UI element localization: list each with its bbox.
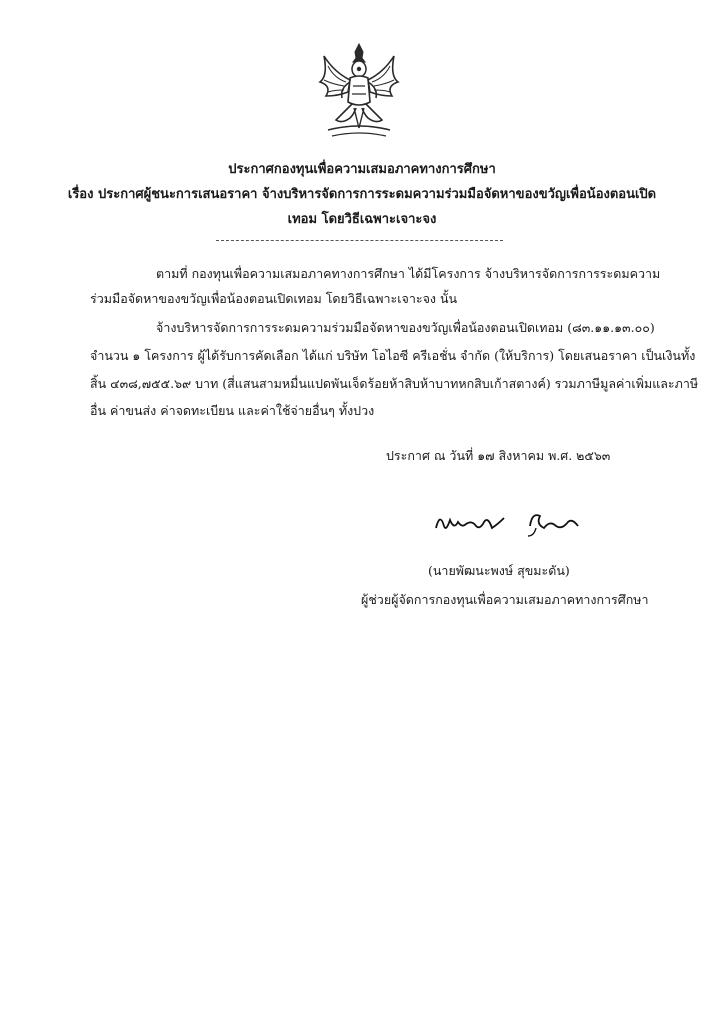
body-line-6: อื่น ค่าขนส่ง ค่าจดทะเบียน และค่าใช้จ่ายอื่นๆ ทั้งปวง: [90, 403, 375, 418]
signature-icon: [432, 506, 582, 538]
signer-name: (นายพัฒนะพงษ์ สุขมะดัน): [428, 563, 570, 578]
body-line-3: จ้างบริหารจัดการการระดมความร่วมมือจัดหาของขวัญเพื่อน้องตอนเปิดเทอม (๘๓.๑๑.๑๓.๐๐): [156, 320, 655, 335]
subject-line-2: เทอม โดยวิธีเฉพาะเจาะจง: [287, 212, 437, 227]
body-line-4: จำนวน ๑ โครงการ ผู้ได้รับการคัดเลือก ได้แก่ บริษัท โอไอซี ครีเอชั่น จำกัด (ให้บริการ) โดยเสนอราคา เป็นเงินทั้ง: [90, 348, 696, 363]
announcement-title: ประกาศกองทุนเพื่อความเสมอภาคทางการศึกษา: [228, 162, 496, 177]
body-line-1: ตามที่ กองทุนเพื่อความเสมอภาคทางการศึกษา ได้มีโครงการ จ้างบริหารจัดการการระดมความ: [156, 266, 661, 281]
divider: [216, 240, 503, 241]
body-line-5: สิ้น ๔๓๘,๗๕๕.๖๙ บาท (สี่แสนสามหมื่นแปดพันเจ็ดร้อยห้าสิบห้าบาทหกสิบเก้าสตางค์) รวมภาษีมูลค่าเพิ่มและภาษี: [90, 376, 699, 391]
body-line-2: ร่วมมือจัดหาของขวัญเพื่อน้องตอนเปิดเทอม โดยวิธีเฉพาะเจาะจง นั้น: [90, 291, 458, 306]
garuda-emblem-icon: [306, 42, 412, 144]
announcement-date: ประกาศ ณ วันที่ ๑๗ สิงหาคม พ.ศ. ๒๕๖๓: [386, 448, 611, 463]
signer-position: ผู้ช่วยผู้จัดการกองทุนเพื่อความเสมอภาคทางการศึกษา: [361, 592, 649, 607]
subject-line-1: เรื่อง ประกาศผู้ชนะการเสนอราคา จ้างบริหารจัดการการระดมความร่วมมือจัดหาของขวัญเพื่อน้องตอนเปิด: [67, 187, 657, 202]
